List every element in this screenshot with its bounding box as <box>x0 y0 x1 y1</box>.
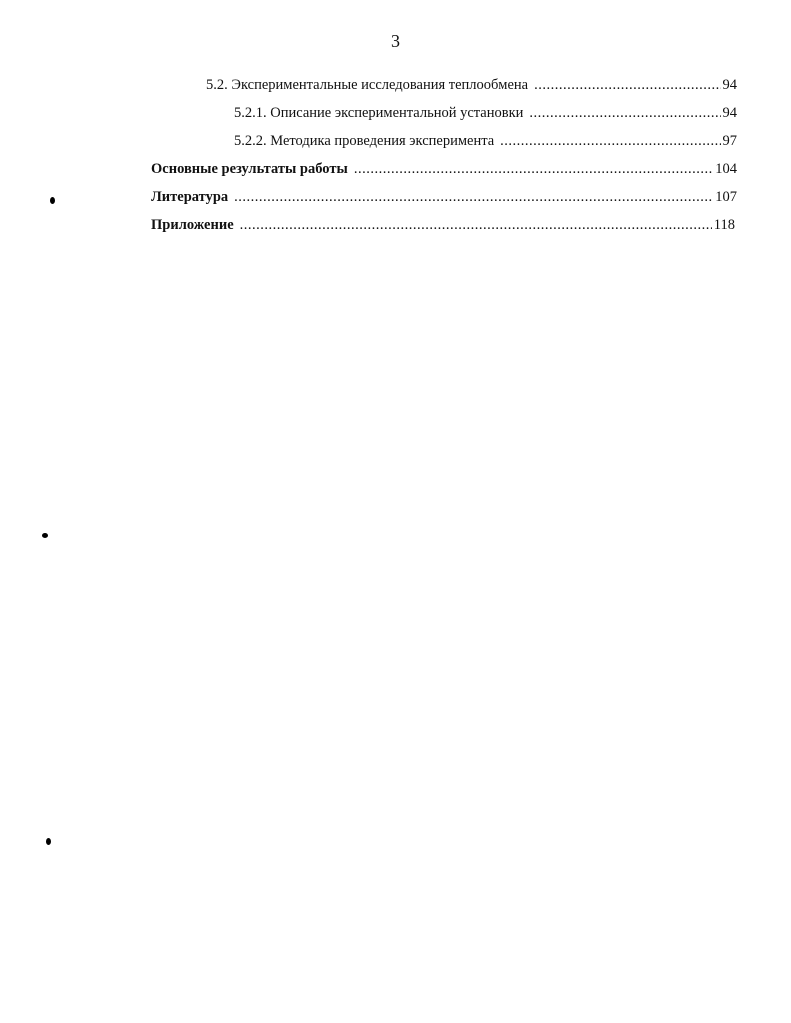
scan-speck <box>46 838 51 845</box>
scan-speck <box>50 197 55 204</box>
dot-leader <box>234 188 713 206</box>
dot-leader <box>534 76 720 94</box>
toc-entry-page: 104 <box>715 161 737 177</box>
toc-entry-literature <box>151 188 737 206</box>
toc-entry-5-2-2 <box>234 132 737 150</box>
toc-entry-page: 97 <box>722 133 737 149</box>
toc-entry-page: 94 <box>722 105 737 121</box>
dot-leader <box>240 216 712 234</box>
dot-leader <box>529 104 720 122</box>
dot-leader <box>354 160 713 178</box>
toc-entry-title: 5.2.2. Методика проведения эксперимента <box>234 133 495 149</box>
toc-entry-title: 5.2. Экспериментальные исследования теплообмена <box>206 77 529 93</box>
toc-entry-5-2 <box>206 76 737 94</box>
page-number: 3 <box>391 31 400 51</box>
toc-entry-page: 118 <box>713 217 735 233</box>
toc-entry-title: Приложение <box>151 217 234 233</box>
toc-entry-appendix <box>151 216 735 234</box>
toc-entry-5-2-1 <box>234 104 737 122</box>
scan-speck <box>42 533 48 538</box>
toc-entry-page: 94 <box>722 77 737 93</box>
toc-entry-title: Литература <box>151 189 229 205</box>
toc-entry-main-results <box>151 160 737 178</box>
toc-entry-page: 107 <box>715 189 737 205</box>
toc-entry-title: Основные результаты работы <box>151 161 348 177</box>
toc-entry-title: 5.2.1. Описание экспериментальной установки <box>234 105 524 121</box>
dot-leader <box>500 132 720 150</box>
